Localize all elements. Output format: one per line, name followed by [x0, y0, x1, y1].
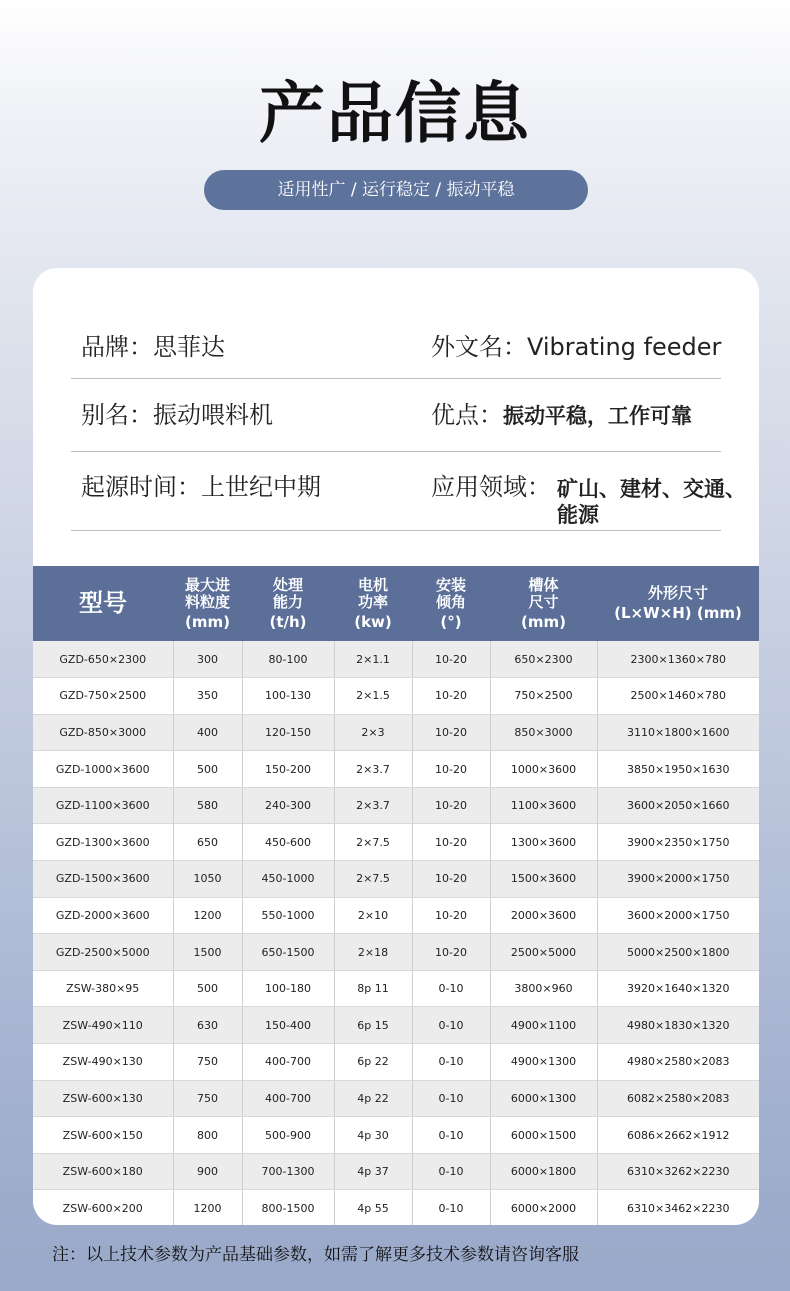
info-divider — [71, 451, 721, 452]
table-cell: 1050 — [173, 861, 242, 898]
info-divider — [71, 378, 721, 379]
table-body — [33, 641, 759, 1225]
column-header-text: (L×W×H) (mm) — [614, 604, 742, 622]
table-row — [33, 787, 759, 824]
application-value — [557, 476, 746, 528]
table-cell: 5000×2500×1800 — [597, 934, 759, 971]
table-cell: 3900×2000×1750 — [597, 861, 759, 898]
table-cell: 800 — [173, 1117, 242, 1154]
brand-value: 思菲达 — [153, 333, 225, 361]
table-row — [33, 1153, 759, 1190]
table-cell: ZSW-490×110 — [33, 1007, 173, 1044]
table-cell: 2×1.5 — [334, 678, 412, 715]
table-cell: 3900×2350×1750 — [597, 824, 759, 861]
table-cell: 0-10 — [412, 1190, 490, 1225]
column-header-text: 型号 — [79, 589, 127, 617]
alias-field — [81, 400, 273, 430]
table-cell: 2×7.5 — [334, 861, 412, 898]
table-cell: 6000×1300 — [490, 1080, 597, 1117]
table-cell: 10-20 — [412, 897, 490, 934]
table-cell: 4p 22 — [334, 1080, 412, 1117]
table-cell: 2×10 — [334, 897, 412, 934]
table-cell: 6310×3262×2230 — [597, 1153, 759, 1190]
table-cell: 1000×3600 — [490, 751, 597, 788]
table-cell: 0-10 — [412, 1007, 490, 1044]
column-header-text: 电机 — [357, 575, 388, 594]
table-cell: 2500×5000 — [490, 934, 597, 971]
table-header-row — [33, 566, 759, 641]
table-cell: 6000×1500 — [490, 1117, 597, 1154]
table-cell: ZSW-490×130 — [33, 1044, 173, 1081]
info-divider — [71, 530, 721, 531]
table-cell: GZD-1300×3600 — [33, 824, 173, 861]
table-cell: GZD-1500×3600 — [33, 861, 173, 898]
table-cell: 6p 22 — [334, 1044, 412, 1081]
table-cell: 4900×1100 — [490, 1007, 597, 1044]
table-cell: 1500×3600 — [490, 861, 597, 898]
column-header-text: 处理 — [272, 575, 303, 594]
table-cell: 800-1500 — [242, 1190, 334, 1225]
table-cell: 650-1500 — [242, 934, 334, 971]
table-cell: 500 — [173, 751, 242, 788]
tagline-badge: 适用性广 / 运行稳定 / 振动平稳 — [204, 170, 588, 210]
column-header-text: (kw) — [354, 612, 392, 631]
table-cell: 6086×2662×1912 — [597, 1117, 759, 1154]
application-value-line1: 矿山、建材、交通、 — [557, 477, 746, 501]
table-cell: 1100×3600 — [490, 787, 597, 824]
footnote: 注：以上技术参数为产品基础参数，如需了解更多技术参数请咨询客服 — [52, 1245, 579, 1265]
table-cell: GZD-650×2300 — [33, 641, 173, 678]
table-cell: GZD-1100×3600 — [33, 787, 173, 824]
table-cell: GZD-2000×3600 — [33, 897, 173, 934]
table-cell: 2×3 — [334, 714, 412, 751]
table-cell: 2×7.5 — [334, 824, 412, 861]
table-cell: 10-20 — [412, 861, 490, 898]
table-row — [33, 1190, 759, 1225]
table-cell: GZD-850×3000 — [33, 714, 173, 751]
column-header-text: (mm) — [185, 612, 230, 631]
table-row — [33, 1044, 759, 1081]
table-cell: 400-700 — [242, 1044, 334, 1081]
table-cell: ZSW-600×200 — [33, 1190, 173, 1225]
table-cell: 4p 55 — [334, 1190, 412, 1225]
foreign-name-field — [431, 332, 721, 362]
table-cell: 650×2300 — [490, 641, 597, 678]
table-cell: 700-1300 — [242, 1153, 334, 1190]
table-cell: 630 — [173, 1007, 242, 1044]
column-header-text: (t/h) — [269, 612, 307, 631]
table-cell: 3110×1800×1600 — [597, 714, 759, 751]
column-header — [412, 566, 490, 641]
table-cell: 4p 37 — [334, 1153, 412, 1190]
table-row — [33, 970, 759, 1007]
product-info-card — [33, 268, 759, 1225]
table-cell: 1200 — [173, 897, 242, 934]
table-cell: 10-20 — [412, 714, 490, 751]
info-section — [33, 268, 759, 566]
table-cell: 750×2500 — [490, 678, 597, 715]
advantage-label: 优点： — [431, 401, 503, 429]
table-cell: 0-10 — [412, 1044, 490, 1081]
table-cell: 6p 15 — [334, 1007, 412, 1044]
origin-label: 起源时间： — [81, 473, 201, 501]
alias-value: 振动喂料机 — [153, 401, 273, 429]
column-header-text: (°) — [440, 612, 462, 631]
table-cell: 2×1.1 — [334, 641, 412, 678]
table-row — [33, 1080, 759, 1117]
table-cell: 3800×960 — [490, 970, 597, 1007]
table-cell: 120-150 — [242, 714, 334, 751]
table-cell: 1200 — [173, 1190, 242, 1225]
origin-field — [81, 472, 321, 502]
column-header-text: 安装 — [435, 575, 466, 594]
table-cell: 6310×3462×2230 — [597, 1190, 759, 1225]
column-header-text: (mm) — [521, 612, 566, 631]
table-row — [33, 678, 759, 715]
column-header — [597, 566, 759, 641]
table-cell: 750 — [173, 1044, 242, 1081]
table-cell: 500 — [173, 970, 242, 1007]
page-title: 产品信息 — [259, 75, 531, 152]
column-header-text: 料粒度 — [184, 592, 230, 611]
table-cell: 150-400 — [242, 1007, 334, 1044]
advantage-field — [431, 400, 692, 431]
table-cell: 10-20 — [412, 751, 490, 788]
column-header — [242, 566, 334, 641]
table-cell: GZD-2500×5000 — [33, 934, 173, 971]
table-cell: 1300×3600 — [490, 824, 597, 861]
table-cell: 500-900 — [242, 1117, 334, 1154]
brand-field — [81, 332, 225, 362]
advantage-value: 振动平稳，工作可靠 — [503, 404, 692, 428]
table-row — [33, 897, 759, 934]
table-cell: 80-100 — [242, 641, 334, 678]
column-header — [490, 566, 597, 641]
column-header-text: 外形尺寸 — [647, 584, 708, 602]
column-header-text: 最大进 — [184, 575, 230, 594]
table-cell: GZD-750×2500 — [33, 678, 173, 715]
table-cell: 6000×2000 — [490, 1190, 597, 1225]
table-cell: 750 — [173, 1080, 242, 1117]
table-cell: 4980×2580×2083 — [597, 1044, 759, 1081]
table-cell: 450-1000 — [242, 861, 334, 898]
table-cell: 8p 11 — [334, 970, 412, 1007]
table-cell: 240-300 — [242, 787, 334, 824]
table-cell: 350 — [173, 678, 242, 715]
column-header-text: 功率 — [357, 592, 388, 611]
application-value-line2: 能源 — [557, 503, 599, 527]
table-cell: 900 — [173, 1153, 242, 1190]
table-cell: ZSW-600×180 — [33, 1153, 173, 1190]
table-cell: 100-130 — [242, 678, 334, 715]
brand-label: 品牌： — [81, 333, 153, 361]
table-cell: 300 — [173, 641, 242, 678]
table-cell: 10-20 — [412, 787, 490, 824]
table-cell: 2×3.7 — [334, 751, 412, 788]
table-cell: 3600×2050×1660 — [597, 787, 759, 824]
table-cell: 3600×2000×1750 — [597, 897, 759, 934]
table-cell: 0-10 — [412, 1080, 490, 1117]
application-label: 应用领域： — [431, 473, 551, 501]
table-row — [33, 1117, 759, 1154]
table-cell: ZSW-600×130 — [33, 1080, 173, 1117]
table-row — [33, 861, 759, 898]
table-cell: 4p 30 — [334, 1117, 412, 1154]
foreign-name-label: 外文名： — [431, 333, 527, 361]
table-cell: 2500×1460×780 — [597, 678, 759, 715]
table-cell: 650 — [173, 824, 242, 861]
table-cell: 550-1000 — [242, 897, 334, 934]
table-cell: 100-180 — [242, 970, 334, 1007]
table-cell: 2300×1360×780 — [597, 641, 759, 678]
foreign-name-value: Vibrating feeder — [527, 333, 722, 361]
table-cell: 1500 — [173, 934, 242, 971]
table-cell: 10-20 — [412, 641, 490, 678]
table-cell: ZSW-380×95 — [33, 970, 173, 1007]
table-cell: 3850×1950×1630 — [597, 751, 759, 788]
column-header — [334, 566, 412, 641]
table-row — [33, 714, 759, 751]
column-header-text: 槽体 — [528, 575, 559, 594]
application-field — [431, 472, 551, 502]
table-cell: 2×3.7 — [334, 787, 412, 824]
table-cell: 10-20 — [412, 934, 490, 971]
column-header-text: 倾角 — [435, 592, 466, 611]
column-header — [33, 566, 173, 641]
column-header-text: 尺寸 — [528, 592, 559, 611]
table-row — [33, 1007, 759, 1044]
table-cell: GZD-1000×3600 — [33, 751, 173, 788]
table-row — [33, 824, 759, 861]
table-cell: 6082×2580×2083 — [597, 1080, 759, 1117]
table-cell: 10-20 — [412, 824, 490, 861]
table-row — [33, 934, 759, 971]
table-row — [33, 751, 759, 788]
table-cell: 0-10 — [412, 970, 490, 1007]
table-cell: 4980×1830×1320 — [597, 1007, 759, 1044]
spec-table — [33, 566, 759, 1225]
table-cell: 2000×3600 — [490, 897, 597, 934]
table-cell: 10-20 — [412, 678, 490, 715]
table-cell: ZSW-600×150 — [33, 1117, 173, 1154]
table-cell: 2×18 — [334, 934, 412, 971]
table-cell: 0-10 — [412, 1117, 490, 1154]
table-cell: 580 — [173, 787, 242, 824]
table-cell: 400 — [173, 714, 242, 751]
column-header — [173, 566, 242, 641]
origin-value: 上世纪中期 — [201, 473, 321, 501]
table-cell: 450-600 — [242, 824, 334, 861]
table-cell: 150-200 — [242, 751, 334, 788]
column-header-text: 能力 — [272, 592, 303, 611]
alias-label: 别名： — [81, 401, 153, 429]
table-cell: 0-10 — [412, 1153, 490, 1190]
table-cell: 4900×1300 — [490, 1044, 597, 1081]
table-cell: 6000×1800 — [490, 1153, 597, 1190]
table-cell: 400-700 — [242, 1080, 334, 1117]
table-row — [33, 641, 759, 678]
table-cell: 3920×1640×1320 — [597, 970, 759, 1007]
table-cell: 850×3000 — [490, 714, 597, 751]
